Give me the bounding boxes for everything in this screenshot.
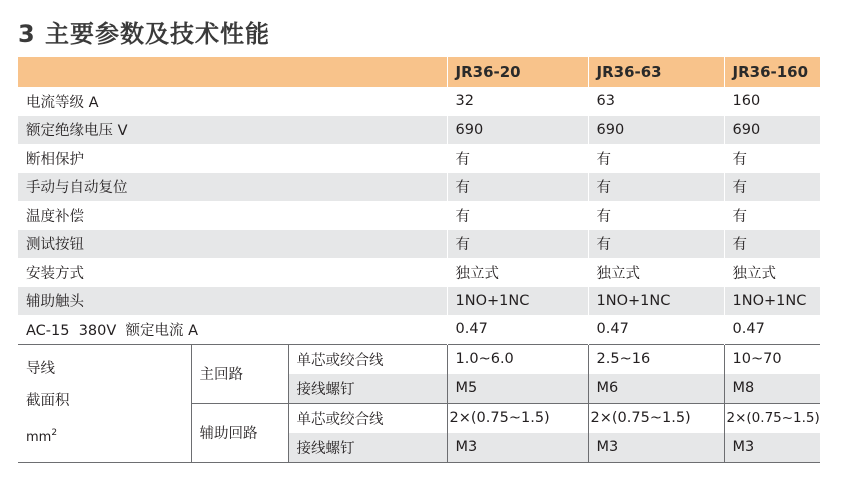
item-label: 接线螺钉 [288,374,447,404]
row-value: 1NO+1NC [724,287,820,316]
wire-label-line: 截面积 [26,392,70,409]
row-label: AC-15 380V 额定电流 A [18,315,447,344]
table-row [18,201,820,230]
row-value: 690 [447,116,588,145]
header-model-63: JR36-63 [588,57,724,87]
row-value: 1NO+1NC [447,287,588,316]
row-value: 有 [724,173,820,202]
table-row [18,345,820,374]
row-label: 辅助触头 [18,287,447,316]
item-value: M6 [588,374,724,404]
item-value: M3 [447,433,588,463]
row-value: 有 [447,201,588,230]
item-value: 2.5~16 [588,345,724,374]
item-label: 单芯或绞合线 [288,345,447,374]
row-value: 32 [447,87,588,116]
wire-label-line: 导线 [26,360,55,377]
table-row [18,116,820,145]
row-value: 1NO+1NC [588,287,724,316]
header-model-20: JR36-20 [447,57,588,87]
item-value: M3 [724,433,820,463]
table-header-row [18,57,820,87]
row-value: 0.47 [447,315,588,344]
row-value: 有 [447,173,588,202]
table-row [18,258,820,287]
row-value: 独立式 [724,258,820,287]
item-value: 2×(0.75~1.5) [447,403,588,433]
table-row [18,144,820,173]
item-value: 1.0~6.0 [447,345,588,374]
row-value: 有 [724,230,820,259]
row-value: 有 [724,144,820,173]
row-value: 690 [588,116,724,145]
row-value: 160 [724,87,820,116]
row-value: 有 [588,144,724,173]
table-row [18,87,820,116]
table-row [18,173,820,202]
row-value: 有 [447,144,588,173]
table-row [18,287,820,316]
row-label: 测试按钮 [18,230,447,259]
row-label: 手动与自动复位 [18,173,447,202]
item-value: 2×(0.75~1.5) [724,403,820,433]
item-label: 单芯或绞合线 [288,403,447,433]
row-value: 0.47 [588,315,724,344]
wire-unit-superscript: 2 [51,427,58,438]
row-label: 安装方式 [18,258,447,287]
group-aux-circuit: 辅助回路 [191,403,288,462]
row-value: 0.47 [724,315,820,344]
row-label: 额定绝缘电压 V [18,116,447,145]
item-label: 接线螺钉 [288,433,447,463]
row-value: 有 [588,201,724,230]
row-value: 有 [724,201,820,230]
wire-unit-text: mm [26,429,52,445]
row-value: 有 [447,230,588,259]
item-value: M3 [588,433,724,463]
header-blank-cell [18,57,447,87]
section-title: 3 主要参数及技术性能 [18,20,271,48]
row-label: 断相保护 [18,144,447,173]
wire-spec-label [18,345,191,463]
table-row [18,230,820,259]
row-value: 独立式 [447,258,588,287]
item-value: 10~70 [724,345,820,374]
spec-table [18,57,820,463]
row-label: 温度补偿 [18,201,447,230]
header-model-160: JR36-160 [724,57,820,87]
wire-unit [26,417,191,454]
row-label: 电流等级 A [18,87,447,116]
table-row [18,315,820,344]
item-value: M5 [447,374,588,404]
row-value: 有 [588,230,724,259]
row-value: 63 [588,87,724,116]
item-value: M8 [724,374,820,404]
item-value: 2×(0.75~1.5) [588,403,724,433]
row-value: 690 [724,116,820,145]
row-value: 有 [588,173,724,202]
group-main-circuit: 主回路 [191,345,288,404]
row-value: 独立式 [588,258,724,287]
